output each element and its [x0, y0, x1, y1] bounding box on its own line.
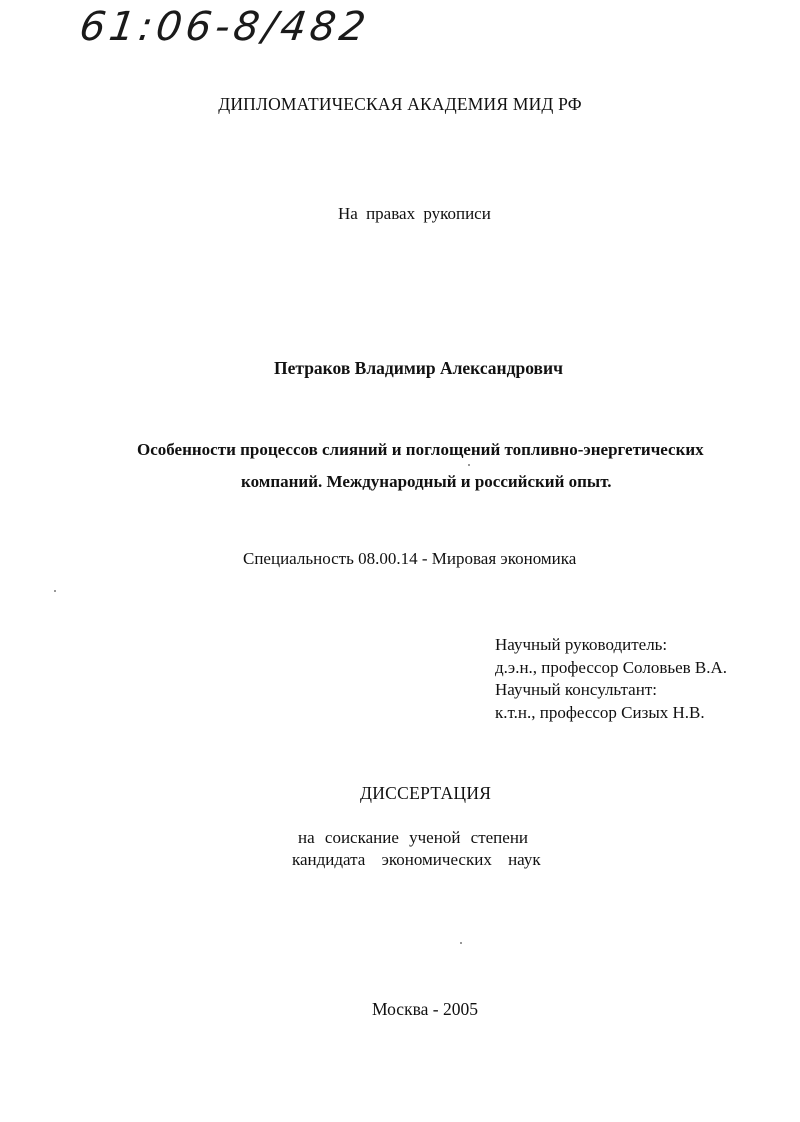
scan-speck — [54, 590, 56, 592]
handwritten-archive-number: 61:06-8/482 — [76, 4, 373, 50]
specialty: Специальность 08.00.14 - Мировая экономика — [243, 549, 577, 568]
consultant-name: к.т.н., профессор Сизых Н.В. — [495, 702, 705, 722]
advisor-block — [495, 634, 727, 724]
degree-line-1: на соискание ученой степени — [298, 828, 529, 847]
document-type: ДИССЕРТАЦИЯ — [360, 783, 492, 803]
scan-speck — [460, 942, 462, 944]
academy-name: ДИПЛОМАТИЧЕСКАЯ АКАДЕМИЯ МИД РФ — [218, 94, 582, 114]
dissertation-title-line-2: компаний. Международный и российский опыт. — [241, 472, 612, 491]
city-year: Москва - 2005 — [372, 999, 478, 1019]
supervisor-name: д.э.н., профессор Соловьев В.А. — [495, 657, 728, 677]
dissertation-title-line-1: Особенности процессов слияний и поглощений топливно-энергетических — [137, 440, 704, 459]
consultant-label: Научный консультант: — [495, 680, 657, 699]
manuscript-note: На правах рукописи — [338, 204, 491, 223]
scan-speck — [468, 464, 470, 466]
author-name: Петраков Владимир Александрович — [274, 358, 563, 378]
supervisor-label: Научный руководитель: — [495, 635, 668, 654]
degree-line-2: кандидата экономических наук — [292, 850, 541, 869]
